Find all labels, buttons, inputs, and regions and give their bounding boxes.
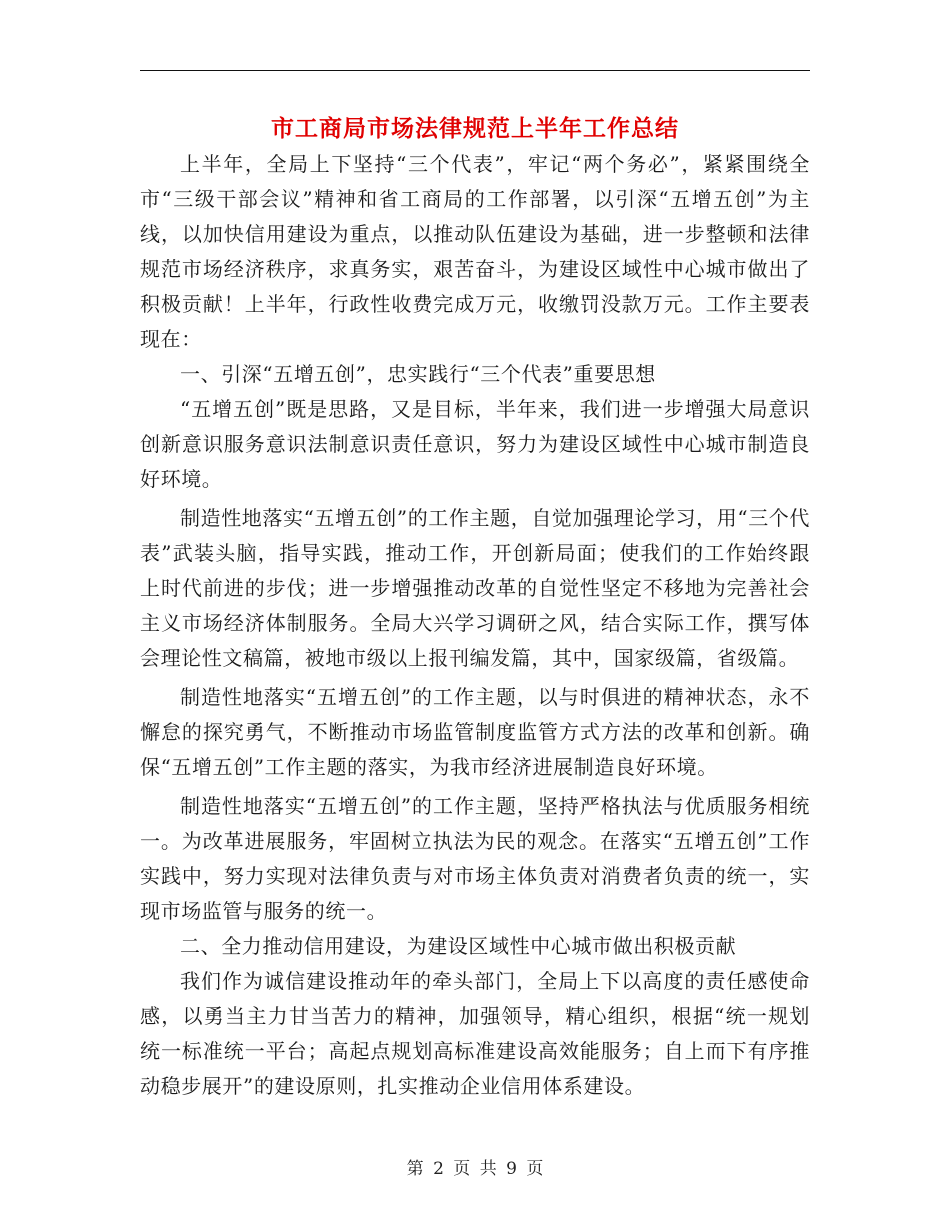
paragraph-section1-overview: “五增五创”既是思路，又是目标，半年来，我们进一步增强大局意识创新意识服务意识法制意识责任意识，努力为建设区域性中心城市制造良好环境。 [140,397,810,491]
document-body [140,147,810,1104]
document-title: 市工商局市场法律规范上半年工作总结 [271,115,679,142]
section-heading-2: 二、全力推动信用建设，为建设区域性中心城市做出积极贡献 [180,934,737,958]
paragraph-intro: 上半年，全局上下坚持“三个代表”，牢记“两个务必”，紧紧围绕全市“三级干部会议”精神和省工商局的工作部署，以引深“五增五创”为主线，以加快信用建设为重点，以推动队伍建设为基础，进一步整顿和法律规范市场经济秩序，求真务实，艰苦奋斗，为建设区域性中心城市做出了积极贡献！上半年，行政性收费完成万元，收缴罚没款万元。工作主要表现在： [140,152,810,351]
section-heading-1: 一、引深“五增五创”，忠实践行“三个代表”重要思想 [180,362,656,386]
page-footer: 第 2 页 共 9 页 [406,1159,544,1179]
paragraph-law-enforcement: 制造性地落实“五增五创”的工作主题，坚持严格执法与优质服务相统一。为改革进展服务，牢固树立执法为民的观念。在落实“五增五创”工作实践中，努力实现对法律负责与对市场主体负责对消费者负责的统一，实现市场监管与服务的统一。 [140,794,810,923]
paragraph-theory-study: 制造性地落实“五增五创”的工作主题，自觉加强理论学习，用“三个代表”武装头脑，指导实践，推动工作，开创新局面；使我们的工作始终跟上时代前进的步伐；进一步增强推动改革的自觉性坚定不移地为完善社会主义市场经济体制服务。全局大兴学习调研之风，结合实际工作，撰写体会理论性文稿篇，被地市级以上报刊编发篇，其中，国家级篇，省级篇。 [140,506,810,670]
paragraph-reform-innovation: 制造性地落实“五增五创”的工作主题，以与时俱进的精神状态，永不懈怠的探究勇气，不断推动市场监管制度监管方式方法的改革和创新。确保“五增五创”工作主题的落实，为我市经济进展制造良好环境。 [140,685,810,779]
header-rule [140,70,810,71]
paragraph-credit-building: 我们作为诚信建设推动年的牵头部门，全局上下以高度的责任感使命感，以勇当主力甘当苦力的精神，加强领导，精心组织，根据“统一规划统一标准统一平台；高起点规划高标准建设高效能服务；自上而下有序推动稳步展开”的建设原则，扎实推动企业信用体系建设。 [140,969,810,1098]
